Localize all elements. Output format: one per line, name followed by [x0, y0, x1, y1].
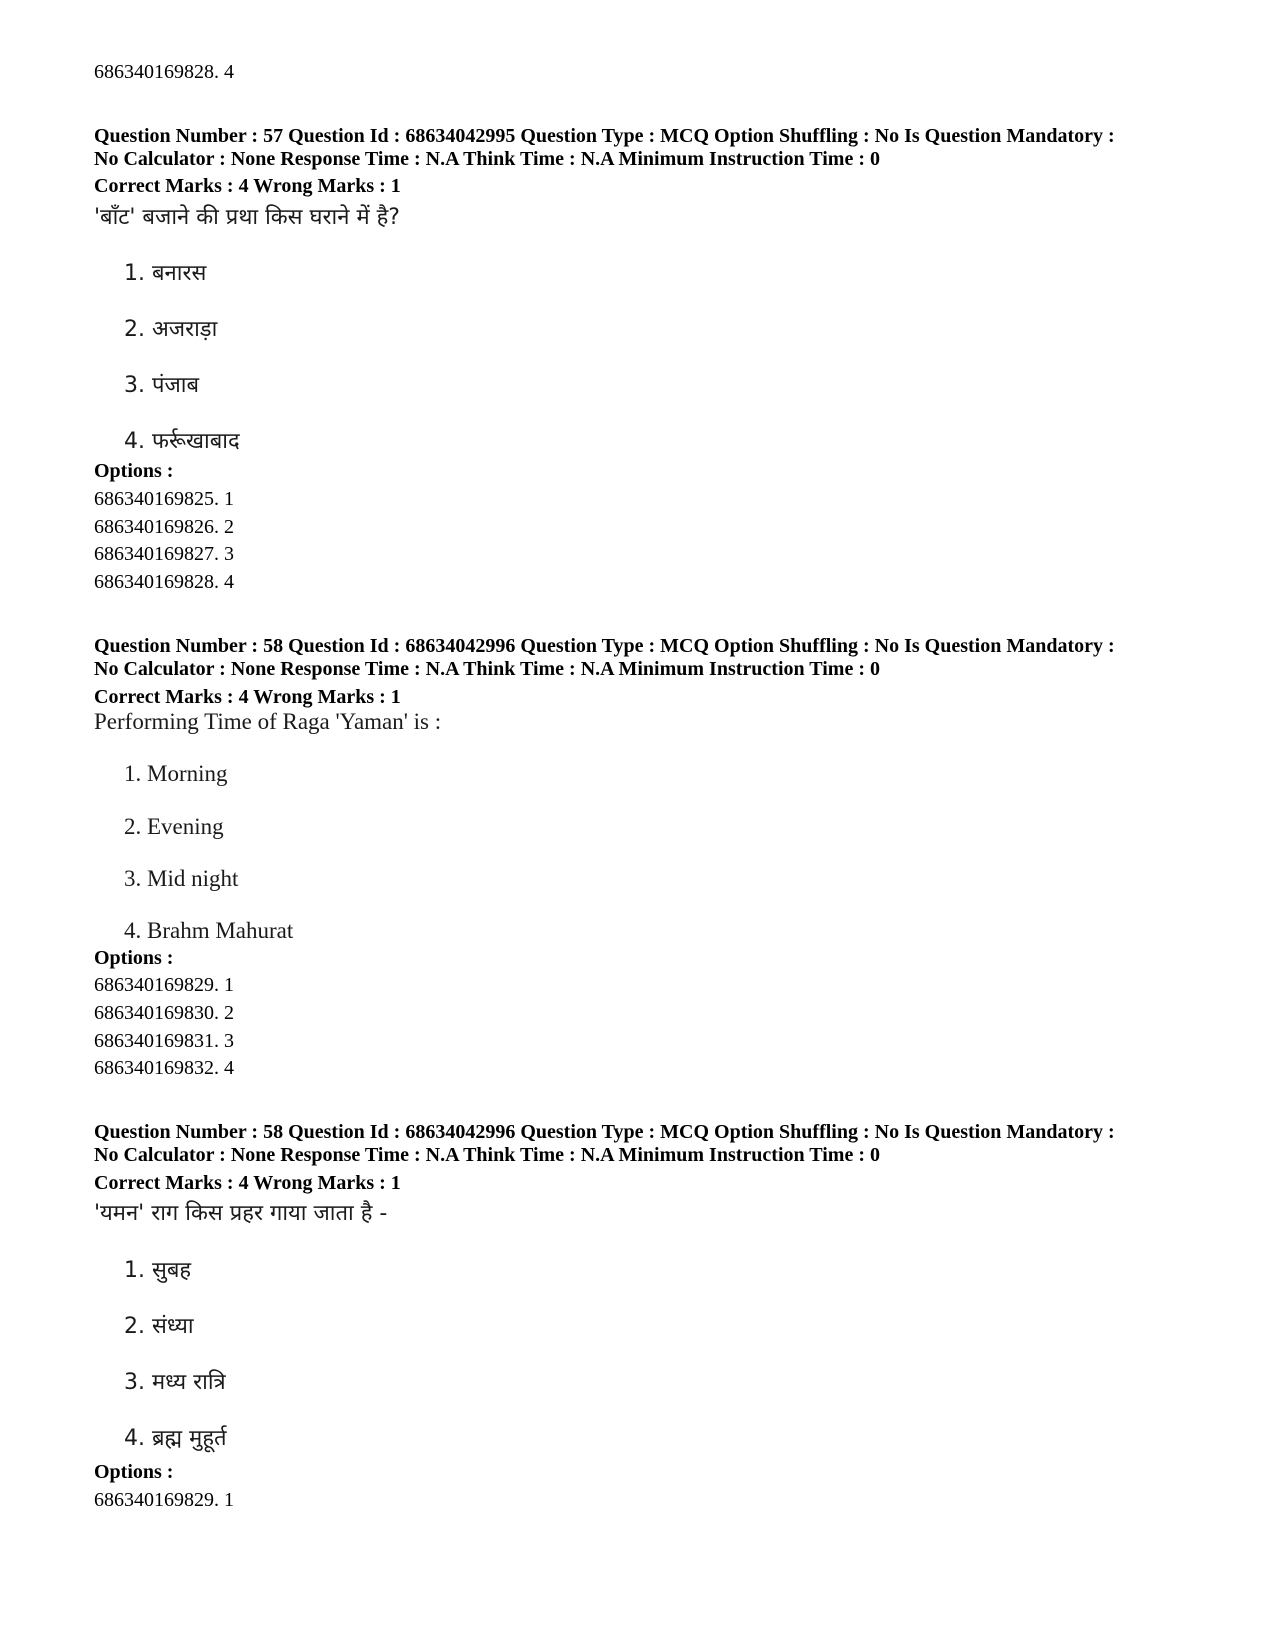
answer-choice: 4. फर्रूखाबाद — [124, 429, 240, 454]
answer-choice: 3. Mid night — [124, 866, 239, 891]
answer-choice: 1. Morning — [124, 761, 228, 786]
option-code: 686340169826. 2 — [94, 516, 234, 538]
question-text: 'बाँट' बजाने की प्रथा किस घराने में है? — [94, 205, 400, 230]
question-meta: Question Number : 57 Question Id : 68634042995 Question Type : MCQ Option Shuffling : No Is Question Mandatory : — [94, 125, 1115, 147]
question-text: Performing Time of Raga 'Yaman' is : — [94, 709, 442, 734]
option-code: 686340169830. 2 — [94, 1002, 234, 1024]
question-meta: No Calculator : None Response Time : N.A Think Time : N.A Minimum Instruction Time : 0 — [94, 148, 880, 170]
answer-choice: 1. बनारस — [124, 261, 207, 286]
answer-choice: 2. Evening — [124, 814, 224, 839]
answer-choice: 2. अजराड़ा — [124, 317, 218, 342]
answer-choice: 3. पंजाब — [124, 373, 200, 398]
question-meta: No Calculator : None Response Time : N.A Think Time : N.A Minimum Instruction Time : 0 — [94, 1144, 880, 1166]
options-label: Options : — [94, 1461, 174, 1483]
answer-choice: 1. सुबह — [124, 1258, 192, 1283]
question-text: 'यमन' राग किस प्रहर गाया जाता है - — [94, 1201, 388, 1226]
answer-choice: 4. ब्रह्म मुहूर्त — [124, 1426, 227, 1451]
question-marks: Correct Marks : 4 Wrong Marks : 1 — [94, 686, 401, 708]
option-code: 686340169832. 4 — [94, 1057, 234, 1079]
options-label: Options : — [94, 460, 174, 482]
options-label: Options : — [94, 947, 174, 969]
question-meta: Question Number : 58 Question Id : 68634042996 Question Type : MCQ Option Shuffling : No Is Question Mandatory : — [94, 1121, 1115, 1143]
question-marks: Correct Marks : 4 Wrong Marks : 1 — [94, 175, 401, 197]
option-code: 686340169828. 4 — [94, 61, 234, 83]
question-meta: Question Number : 58 Question Id : 68634042996 Question Type : MCQ Option Shuffling : No Is Question Mandatory : — [94, 635, 1115, 657]
question-meta: No Calculator : None Response Time : N.A Think Time : N.A Minimum Instruction Time : 0 — [94, 658, 880, 680]
answer-choice: 4. Brahm Mahurat — [124, 918, 294, 943]
option-code: 686340169828. 4 — [94, 571, 234, 593]
question-marks: Correct Marks : 4 Wrong Marks : 1 — [94, 1172, 401, 1194]
option-code: 686340169829. 1 — [94, 974, 234, 996]
answer-choice: 3. मध्य रात्रि — [124, 1370, 226, 1395]
answer-choice: 2. संध्या — [124, 1314, 194, 1339]
option-code: 686340169831. 3 — [94, 1030, 234, 1052]
option-code: 686340169827. 3 — [94, 543, 234, 565]
option-code: 686340169829. 1 — [94, 1489, 234, 1511]
option-code: 686340169825. 1 — [94, 488, 234, 510]
